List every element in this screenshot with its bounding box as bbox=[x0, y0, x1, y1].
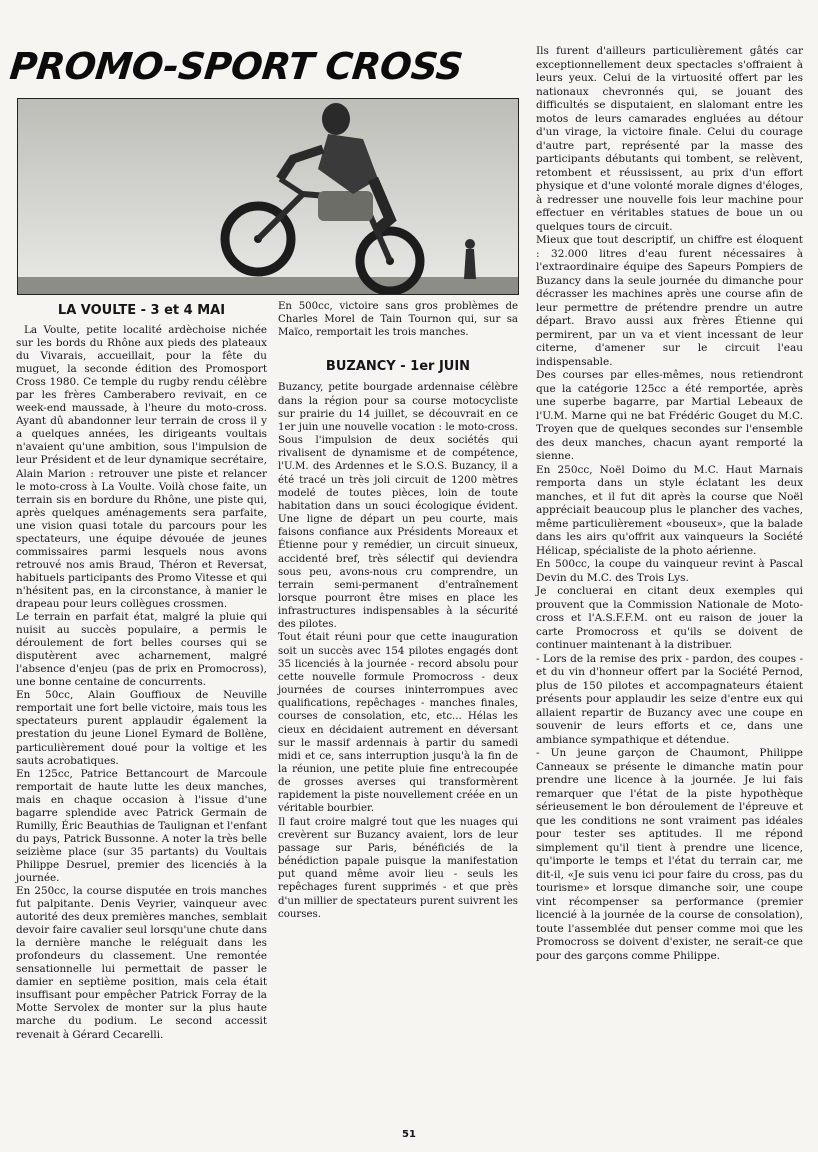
article-column-1 bbox=[16, 301, 267, 1042]
rider-jump-image bbox=[18, 99, 518, 294]
article-paragraph: En 500cc, la coupe du vainqueur revint à Pascal Devin du M.C. des Trois Lys. bbox=[536, 558, 803, 584]
article-paragraph: - Lors de la remise des prix - pardon, des coupes - et du vin d'honneur offert par la Société Pernod, plus de 150 pilotes et accompagnateurs étaient présents pour applaudir les seize d'entre eux qui allaient repartir de Buzancy avec une coupe en souvenir de leurs efforts et ce, dans une ambiance sympathique et détendue. bbox=[536, 652, 803, 746]
article-paragraph: Le terrain en parfait état, malgré la pluie qui nuisit au succès populaire, a permis le déroulement de fort belles courses qui se disputèrent avec acharnement, malgré l'absence d'enjeu (pas de prix en Promocross), une bonne centaine de concurrents. bbox=[16, 611, 267, 689]
article-paragraph: - Un jeune garçon de Chaumont, Philippe Canneaux se présente le dimanche matin pour prendre une licence à la journée. Je lui fais remarquer que l'état de la piste hypothèque sérieusement le bon déroulement de l'épreuve et que les conditions ne sont vraiment pas idéales pour tester ses aptitudes. Il me répond simplement qu'il tient à prendre une licence, qu'importe le temps et l'état du terrain car, me dit-il, «Je suis venu ici pour faire du cross, pas du tourisme» et lorsque dimanche soir, une coupe vint récompenser sa performance (premier licencié à la journée de la course de consolation), toute l'assemblée dut penser comme moi que les Promocross se doivent d'exister, ne serait-ce que pour des garçons comme Philippe. bbox=[536, 747, 803, 962]
article-heading-la-voulte: LA VOULTE - 3 et 4 MAI bbox=[57, 303, 226, 318]
article-paragraph: La Voulte, petite localité ardèchoise nichée sur les bords du Rhône aux pieds des plateaux du Vivarais, accueillait, pour la fête du muguet, la seconde édition des Promosport Cross 1980. Ce temple du rugby rendu célèbre par les frères Camberabero revivait, en ce week-end maussade, à l'heure du moto-cross. Ayant dû abandonner leur terrain de cross il y a quelques années, les dirigeants voultais n'avaient qu'une ambition, sous l'impulsion de leur Président et de leur dynamique secrétaire, Alain Marion : retrouver une piste et relancer le moto-cross à La Voulte. Voilà chose faite, un terrain sis en bordure du Rhône, une piste qui, après quelques aménagements sera parfaite, une vision quasi totale du parcours pour les spectateurs, une équipe dévouée de jeunes commissaires parmi lesquels nous avons retrouvé nos amis Braud, Théron et Reversat, habituels participants des Promo Vitesse et qui n'hésitent pas, en la circonstance, à manier le drapeau pour leurs collègues crossmen. bbox=[16, 324, 267, 610]
article-paragraph: En 50cc, Alain Gouffioux de Neuville remportait une fort belle victoire, mais tous les spectateurs purent applaudir également la prestation du jeune Lionel Eymard de Bollène, particulièrement doué pour la voltige et les sauts acrobatiques. bbox=[16, 689, 267, 767]
article-paragraph: Mieux que tout descriptif, un chiffre est éloquent : 32.000 litres d'eau furent nécessaires à l'extraordinaire équipe des Sapeurs Pompiers de Buzancy dans la seule journée du dimanche pour décrasser les machines après une course afin de leur permettre de prétendre prendre un autre départ. Bravo aussi aux frères Étienne qui permirent, par un va et vient incessant de leur citerne, d'amener sur le circuit l'eau indispensable. bbox=[536, 234, 803, 368]
article-paragraph: Ils furent d'ailleurs particulièrement gâtés car exceptionnellement deux spectacles s'offraient à leurs yeux. Celui de la virtuosité offert par les nationaux chevronnés qui, se jouant des difficultés se disputaient, en slalomant entre les motos de leurs camarades engluées au détour d'un virage, la victoire finale. Celui du courage d'autre part, représenté par la masse des participants débutants qui tombent, se relèvent, retombent et réussissent, au prix d'un effort physique et d'une volonté morale dignes d'éloges, à redresser une nouvelle fois leur machine pour effectuer en véritables statues de boue un ou quelques tours de circuit. bbox=[536, 45, 803, 233]
article-paragraph: En 250cc, la course disputée en trois manches fut palpitante. Denis Veyrier, vainqueur avec autorité des deux premières manches, semblait devoir faire cavalier seul lorsqu'une chute dans la dernière manche le reléguait dans les profondeurs du classement. Une remontée sensationnelle lui permettait de passer le damier en septième position, mais cela était insuffisant pour empêcher Patrick Forray de la Motte Servolex de monter sur la plus haute marche du podium. Le second accessit revenait à Gérard Cecarelli. bbox=[16, 885, 267, 1041]
article-paragraph: Je concluerai en citant deux exemples qui prouvent que la Commission Nationale de Moto-cross et l'A.S.F.F.M. ont eu raison de jouer la carte Promocross et qu'ils se doivent de continuer maintenant à la distribuer. bbox=[536, 585, 803, 651]
page-title: PROMO-SPORT CROSS bbox=[7, 45, 465, 88]
article-paragraph: En 500cc, victoire sans gros problèmes de Charles Morel de Tain Tournon qui, sur sa Maïco, remportait les trois manches. bbox=[278, 301, 518, 339]
article-paragraph: En 125cc, Patrice Bettancourt de Marcoule remportait de haute lutte les deux manches, mais en chaque occasion à l'issue d'une bagarre splendide avec Patrick Germain de Rumilly, Éric Beauthias de Taulignan et l'enfant du pays, Patrick Bussonne. A noter la très belle seizième place (sur 35 partants) du Voultais Philippe Desruel, premier des licenciés à la journée. bbox=[16, 767, 267, 884]
article-paragraph: Buzancy, petite bourgade ardennaise célèbre dans la région pour sa course motocycliste sur prairie du 14 juillet, se découvrait en ce 1er juin une nouvelle vocation : le moto-cross. Sous l'impulsion de deux sociétés qui rivalisent de dynamisme et de compétence, l'U.M. des Ardennes et le S.O.S. Buzancy, il a été tracé un très joli circuit de 1200 mètres modelé de toutes pièces, loin de toute habitation dans un souci écologique évident. Une ligne de départ un peu courte, mais faisons confiance aux Présidents Moreaux et Étienne pour y remédier, un circuit sinueux, accidenté bref, très sélectif qui deviendra sous peu, avons-nous cru comprendre, un terrain semi-permanent d'entraînement lorsque pourront être mises en place les infrastructures indispensables à la sécurité des pilotes. bbox=[278, 382, 518, 631]
article-column-2 bbox=[278, 300, 518, 921]
article-paragraph: En 250cc, Noël Doimo du M.C. Haut Marnais remporta dans un style éclatant les deux manches, et il fut dit après la course que Noël appréciait beaucoup plus le plancher des vaches, même particulièrement «bouseux», que la balade dans les airs qu'offrit aux vainqueurs la Société Hélicap, spécialiste de la photo aérienne. bbox=[536, 463, 803, 557]
page-number: 51 bbox=[402, 1129, 416, 1140]
motocross-photo bbox=[17, 98, 519, 295]
article-paragraph: Tout était réuni pour que cette inauguration soit un succès avec 154 pilotes engagés dont 35 licenciés à la journée - record absolu pour cette nouvelle formule Promocross - deux journées de courses ininterrompues avec qualifications, repêchages - manches finales, courses de consolation, etc, etc... Hélas les cieux en décidaient autrement en déversant sur le massif ardennais à partir du samedi midi et ce, sans interruption jusqu'à la fin de la réunion, une petite pluie fine entrecoupée de grosses averses qui transformèrent rapidement la piste nouvellement créée en un véritable bourbier. bbox=[278, 632, 518, 815]
article-column-3 bbox=[536, 45, 803, 963]
article-paragraph: Des courses par elles-mêmes, nous retiendront que la catégorie 125cc a été remportée, après une superbe bagarre, par Martial Lebeaux de l'U.M. Marne qui ne bat Frédéric Gouget du M.C. Troyen que de quelques secondes sur l'ensemble des deux manches, chacun ayant remporté la sienne. bbox=[536, 369, 803, 462]
article-heading-buzancy: BUZANCY - 1er JUIN bbox=[325, 359, 471, 375]
article-paragraph: Il faut croire malgré tout que les nuages qui crevèrent sur Buzancy avaient, lors de leur passage sur Paris, bénéficiés de la bénédiction papale puisque la manifestation put quand même avoir lieu - seuls les repêchages furent supprimés - et que près d'un millier de spectateurs purent suivrent les courses. bbox=[278, 816, 518, 920]
